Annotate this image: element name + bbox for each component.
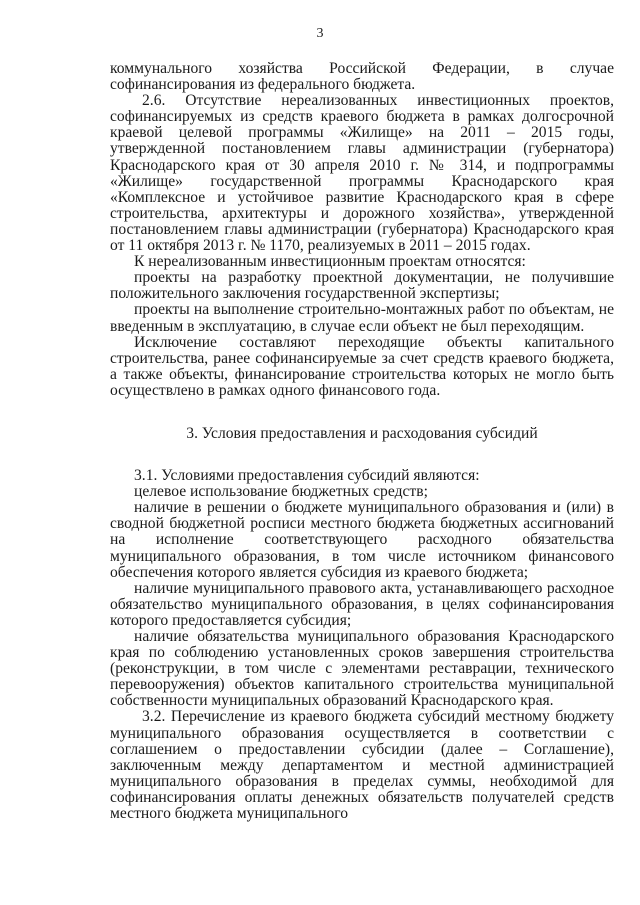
paragraph-design-projects: проекты на разработку проектной документации, не получившие положительного заключения государственной экспертизы; [110, 269, 614, 303]
condition-municipal-act: наличие муниципального правового акта, устанавливающего расходное обязательство муниципального образования, в целях софинансирования которого предоставляется субсидия; [110, 579, 614, 629]
section-3-heading: 3. Условия предоставления и расходования субсидий [186, 424, 538, 442]
condition-construction-deadlines: наличие обязательства муниципального образования Краснодарского края по соблюдению установленных сроков завершения строительства (реконструкции, в том числе с элементами реставрации, технического перевооружения) объектов капитального строительства муниципальной собственности муниципальных образований Краснодарского края. [110, 628, 614, 710]
document-body [110, 61, 614, 822]
paragraph-unrealized-projects-intro: К нереализованным инвестиционным проектам относятся: [134, 253, 526, 271]
clause-3-2: 3.2. Перечисление из краевого бюджета субсидий местному бюджету муниципального образования осуществляется в соответствии с соглашением о предоставлении субсидии (далее – Соглашение), заключенным между департаментом и местной администрацией муниципального образования в пределах суммы, необходимой для софинансирования оплаты денежных обязательств получателей средств местного бюджета муниципального [110, 708, 614, 823]
page-number: 3 [316, 26, 324, 41]
clause-3-1: 3.1. Условиями предоставления субсидий являются: [134, 467, 480, 485]
condition-targeted-use: целевое использование бюджетных средств; [134, 483, 428, 501]
paragraph-federal-cofinancing: коммунального хозяйства Российской Федерации, в случае софинансирования из федерального бюджета. [110, 60, 614, 94]
clause-2-6: 2.6. Отсутствие нереализованных инвестиционных проектов, софинансируемых из средств краевого бюджета в рамках долгосрочной краевой целевой программы «Жилище» на 2011 – 2015 годы, утвержденной постановлением главы администрации (губернатора) Краснодарского края от 30 апреля 2010 г. № 314, и подпрограммы «Жилище» государственной программы Краснодарского края «Комплексное и устойчивое развитие Краснодарского края в сфере строительства, архитектуры и дорожного хозяйства», утвержденной постановлением главы администрации (губернатора) Краснодарского края от 11 октября 2013 г. № 1170, реализуемых в 2011 – 2015 годах. [110, 92, 614, 255]
condition-budget-allocations: наличие в решении о бюджете муниципального образования и (или) в сводной бюджетной росписи местного бюджета бюджетных ассигнований на исполнение соответствующего расходного обязательства муниципального образования, в том числе источником финансового обеспечения которого является субсидия из краевого бюджета; [110, 499, 614, 581]
paragraph-exception: Исключение составляют переходящие объекты капитального строительства, ранее софинансируемые за счет средств краевого бюджета, а также объекты, финансирование строительства которых не могло быть осуществлено в рамках одного финансового года. [110, 333, 614, 399]
paragraph-construction-projects: проекты на выполнение строительно-монтажных работ по объектам, не введенным в эксплуатацию, в случае если объект не был переходящим. [110, 301, 614, 335]
